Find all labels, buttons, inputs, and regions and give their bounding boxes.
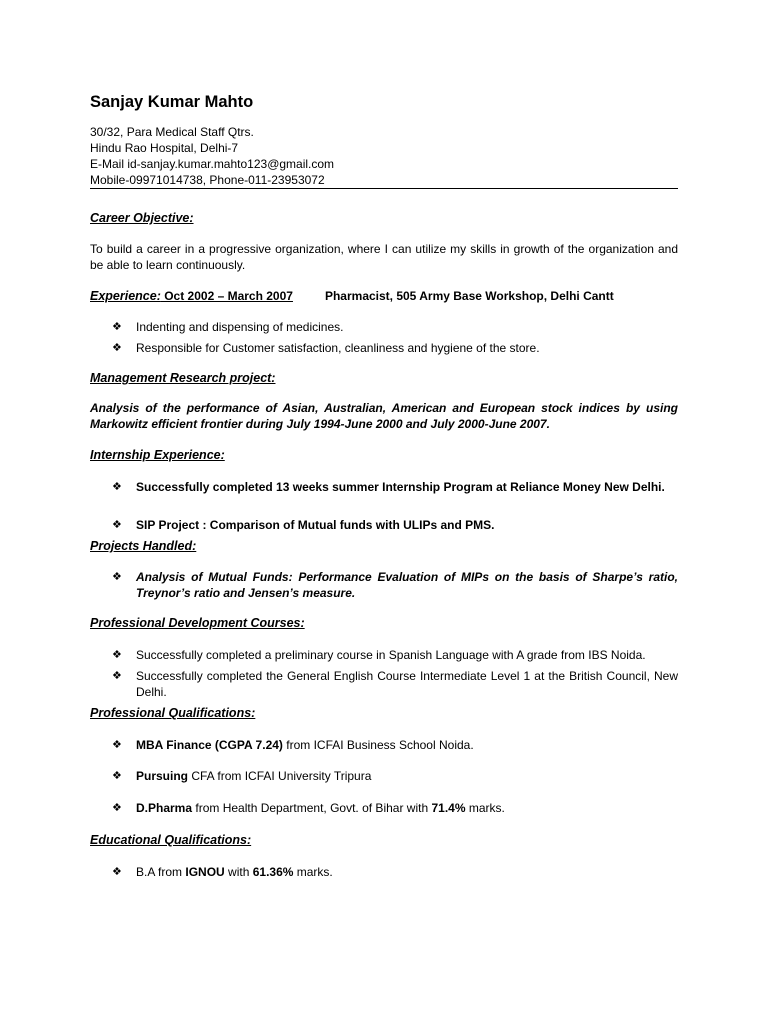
research-text: Analysis of the performance of Asian, Australian, American and European stock indices by using Markowitz efficient frontier during July 1994-June 2000 and July 2000-June 2007. [90,401,678,431]
address-line: Hindu Rao Hospital, Delhi-7 [90,141,239,155]
list-item: ❖ Responsible for Customer satisfaction, cleanliness and hygiene of the store. [112,341,540,355]
experience-period: Oct 2002 – March 2007 [160,289,293,303]
list-item: ❖ Indenting and dispensing of medicines. [112,320,344,334]
courses-heading: Professional Development Courses: [90,616,305,630]
career-objective-text: To build a career in a progressive organization, where I can utilize my skills in growth of the organization and be able to learn continuously. [90,242,678,272]
list-item: ❖ D.Pharma from Health Department, Govt. of Bihar with 71.4% marks. [112,801,505,815]
list-item: ❖ Successfully completed a preliminary course in Spanish Language with A grade from IBS Noida. [112,648,646,662]
internship-heading: Internship Experience: [90,448,225,462]
diamond-bullet-icon: ❖ [112,866,122,878]
diamond-bullet-icon: ❖ [112,481,122,493]
diamond-bullet-icon: ❖ [112,321,122,333]
list-item: ❖ Pursuing CFA from ICFAI University Tripura [112,769,372,783]
contact-block [90,124,678,188]
experience-heading: Experience: [90,289,161,303]
address-line: 30/32, Para Medical Staff Qtrs. [90,125,254,139]
email-line: E-Mail id-sanjay.kumar.mahto123@gmail.com [90,157,335,171]
research-heading: Management Research project: [90,371,276,385]
diamond-bullet-icon: ❖ [112,739,122,751]
projects-heading: Projects Handled: [90,539,197,553]
diamond-bullet-icon: ❖ [112,519,122,531]
diamond-bullet-icon: ❖ [112,770,122,782]
experience-line [90,288,678,304]
header-divider [90,188,678,189]
phone-line: Mobile-09971014738, Phone-011-23953072 [90,173,325,187]
diamond-bullet-icon: ❖ [112,802,122,814]
diamond-bullet-icon: ❖ [112,571,122,583]
diamond-bullet-icon: ❖ [112,342,122,354]
diamond-bullet-icon: ❖ [112,649,122,661]
diamond-bullet-icon: ❖ [112,670,122,682]
professional-qualifications-heading: Professional Qualifications: [90,706,256,720]
list-item: ❖ B.A from IGNOU with 61.36% marks. [112,865,333,879]
list-item: ❖ MBA Finance (CGPA 7.24) from ICFAI Business School Noida. [112,738,474,752]
educational-qualifications-heading: Educational Qualifications: [90,833,252,847]
experience-role: Pharmacist, 505 Army Base Workshop, Delhi Cantt [324,289,614,303]
list-item: ❖ SIP Project : Comparison of Mutual funds with ULIPs and PMS. [112,518,495,532]
candidate-name: Sanjay Kumar Mahto [90,93,254,111]
list-item: ❖ Successfully completed 13 weeks summer Internship Program at Reliance Money New Delhi. [112,480,665,494]
resume-page [90,0,678,1024]
list-item: ❖ Successfully completed the General English Course Intermediate Level 1 at the British Council, New Delhi. [112,669,678,699]
list-item: ❖ Analysis of Mutual Funds: Performance Evaluation of MIPs on the basis of Sharpe’s ratio, Treynor’s ratio and Jensen’s measure. [112,570,678,600]
career-objective-heading: Career Objective: [90,211,194,225]
